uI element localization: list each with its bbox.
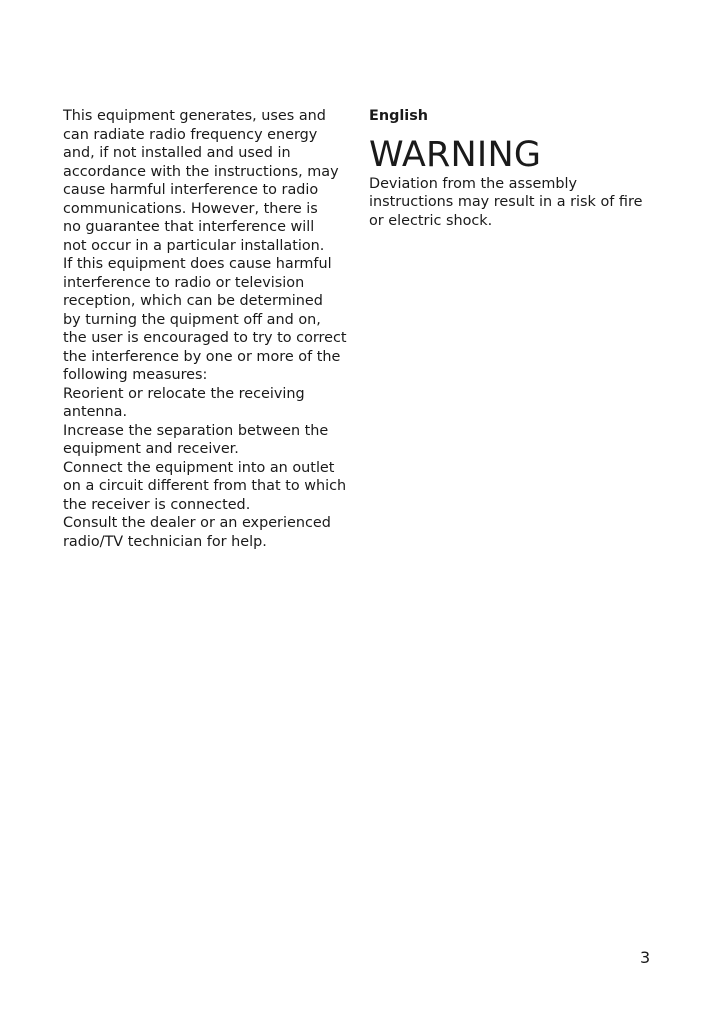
fcc-paragraph-measures: If this equipment does cause harmful interference to radio or television reception, which can be determined by turning the quipment off and on, the user is encouraged to try to correct the interference by one or more of the following measures: — [63, 256, 347, 383]
fcc-paragraph-intro: This equipment generates, uses and can radiate radio frequency energy and, if not installed and used in accordance with the instructions, may cause harmful interference to radio communications. However, there is no guarantee that interference will not occur in a particular installation. — [63, 108, 339, 254]
fcc-measure-outlet: Connect the equipment into an outlet on a circuit different from that to which the receiver is connected. — [63, 459, 347, 513]
fcc-notice-column — [63, 107, 353, 551]
language-heading: English — [369, 108, 429, 124]
warning-title: WARNING — [369, 134, 542, 175]
fcc-measure-reorient: Reorient or relocate the receiving antenna. — [63, 385, 305, 420]
fcc-measure-consult: Consult the dealer or an experienced radio/TV technician for help. — [63, 515, 331, 550]
fcc-measure-separation: Increase the separation between the equipment and receiver. — [63, 422, 329, 457]
warning-column — [369, 107, 659, 230]
page-number: 3 — [640, 948, 651, 967]
warning-text: Deviation from the assembly instructions may result in a risk of fire or electric shock. — [369, 175, 643, 229]
